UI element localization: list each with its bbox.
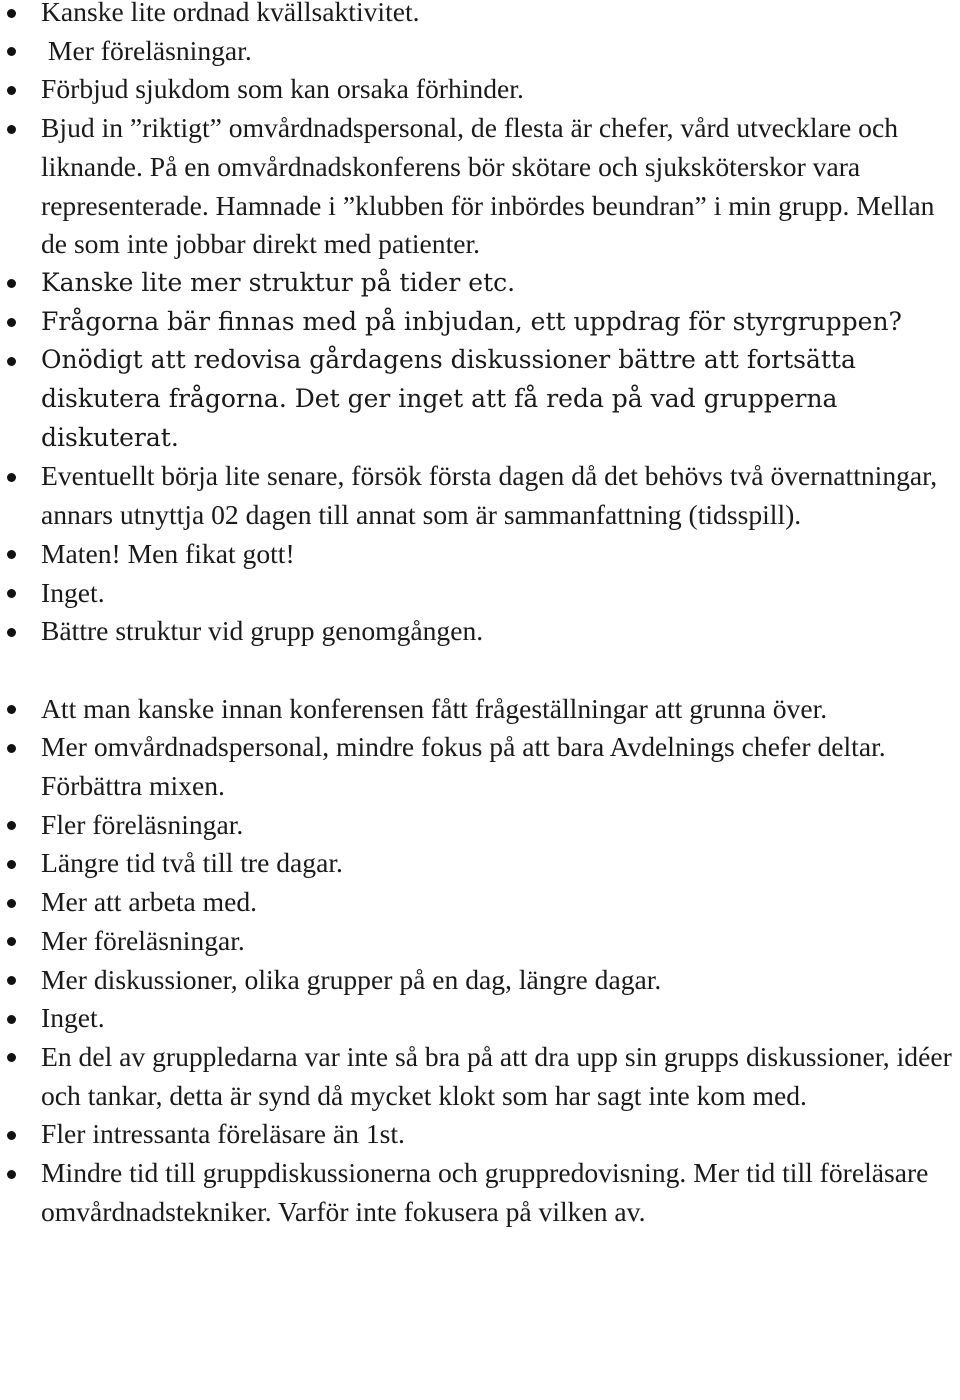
list-item: [0, 109, 960, 264]
list-item-text: En del av gruppledarna var inte så bra på att dra upp sin grupps diskussioner, idéer och tankar, detta är synd då mycket klokt som har sagt inte kom med.: [41, 1040, 952, 1111]
list-item-text: Fler föreläsningar.: [41, 808, 244, 840]
list-item: [0, 922, 960, 961]
list-item: [0, 535, 960, 574]
bullet-icon: [7, 744, 16, 753]
list-item-text: Mer diskussioner, olika grupper på en dag, längre dagar.: [41, 963, 662, 995]
list-item-text: Mindre tid till gruppdiskussionerna och gruppredovisning. Mer tid till föreläsare omvårdnadstekniker. Varför inte fokusera på vilken av.: [41, 1157, 929, 1227]
list-item-text: Längre tid två till tre dagar.: [41, 847, 343, 879]
list-item: [0, 0, 960, 32]
bullet-icon: [7, 899, 16, 908]
list-item: [0, 612, 960, 651]
list-item-text: Bättre struktur vid grupp genomgången.: [41, 615, 484, 647]
bullet-icon: [7, 821, 16, 830]
list-item: [0, 1154, 960, 1231]
bullet-icon: [7, 86, 16, 95]
list-item-text: Förbjud sjukdom som kan orsaka förhinder.: [41, 73, 524, 105]
list-spacer: [0, 651, 960, 690]
list-item-text: Att man kanske innan konferensen fått frågeställningar att grunna över.: [41, 692, 828, 724]
bullet-icon: [7, 1170, 16, 1179]
bullet-icon: [7, 1053, 16, 1062]
bullet-icon: [7, 279, 16, 288]
list-item: [0, 883, 960, 922]
list-item-text: Mer att arbeta med.: [41, 886, 258, 918]
list-item: [0, 690, 960, 729]
list-item: [0, 264, 960, 303]
bullet-icon: [7, 9, 16, 18]
list-item: [0, 728, 960, 805]
list-item-text: Frågorna bär finnas med på inbjudan, ett uppdrag för styrgruppen?: [41, 306, 902, 336]
bullet-icon: [7, 1015, 16, 1024]
list-item: [0, 1038, 960, 1115]
list-item-text: Mer föreläsningar.: [41, 924, 245, 956]
bullet-icon: [7, 357, 16, 366]
list-item-text: Kanske lite mer struktur på tider etc.: [41, 267, 516, 297]
list-item: [0, 303, 960, 342]
bullet-icon: [7, 628, 16, 637]
bullet-icon: [7, 937, 16, 946]
list-item-text: Kanske lite ordnad kvällsaktivitet.: [41, 0, 420, 27]
list-item-text: Eventuellt börja lite senare, försök första dagen då det behövs två övernattningar, annars utnyttja 02 dagen till annat som är sammanfattning (tidsspill).: [41, 460, 938, 531]
list-item-text: Fler intressanta föreläsare än 1st.: [41, 1118, 405, 1150]
list-item-text: Mer föreläsningar.: [41, 34, 252, 66]
bullet-icon: [7, 860, 16, 869]
list-item: [0, 32, 960, 71]
list-item-text: Maten! Men fikat gott!: [41, 537, 295, 569]
bullet-icon: [7, 473, 16, 482]
list-item: [0, 844, 960, 883]
list-item-text: Inget.: [41, 1002, 105, 1034]
bullet-icon: [7, 1131, 16, 1140]
bullet-icon: [7, 47, 16, 56]
list-item-text: Onödigt att redovisa gårdagens diskussioner bättre att fortsätta diskutera frågorna. Det ger inget att få reda på vad grupperna diskuterat.: [41, 345, 856, 452]
list-item: [0, 70, 960, 109]
bullet-icon: [7, 589, 16, 598]
bullet-icon: [7, 318, 16, 327]
list-item: [0, 961, 960, 1000]
list-item: [0, 574, 960, 613]
list-item: [0, 999, 960, 1038]
list-item: [0, 457, 960, 534]
list-item-text: Mer omvårdnadspersonal, mindre fokus på att bara Avdelnings chefer deltar. Förbättra mixen.: [41, 731, 886, 802]
list-item-text: Inget.: [41, 576, 105, 608]
list-item: [0, 1115, 960, 1154]
bullet-icon: [7, 976, 16, 985]
list-item: [0, 806, 960, 845]
bullet-icon: [7, 705, 16, 714]
bullet-icon: [7, 125, 16, 134]
bullet-icon: [7, 550, 16, 559]
list-item: [0, 341, 960, 457]
list-item-text: Bjud in ”riktigt” omvårdnadspersonal, de flesta är chefer, vård utvecklare och liknande. På en omvårdnadskonferens bör skötare och sjuksköterskor vara representerade. Hamnade i ”klubben för inbördes beundran” i min grupp. Mellan de som inte jobbar direkt med patienter.: [41, 112, 935, 260]
